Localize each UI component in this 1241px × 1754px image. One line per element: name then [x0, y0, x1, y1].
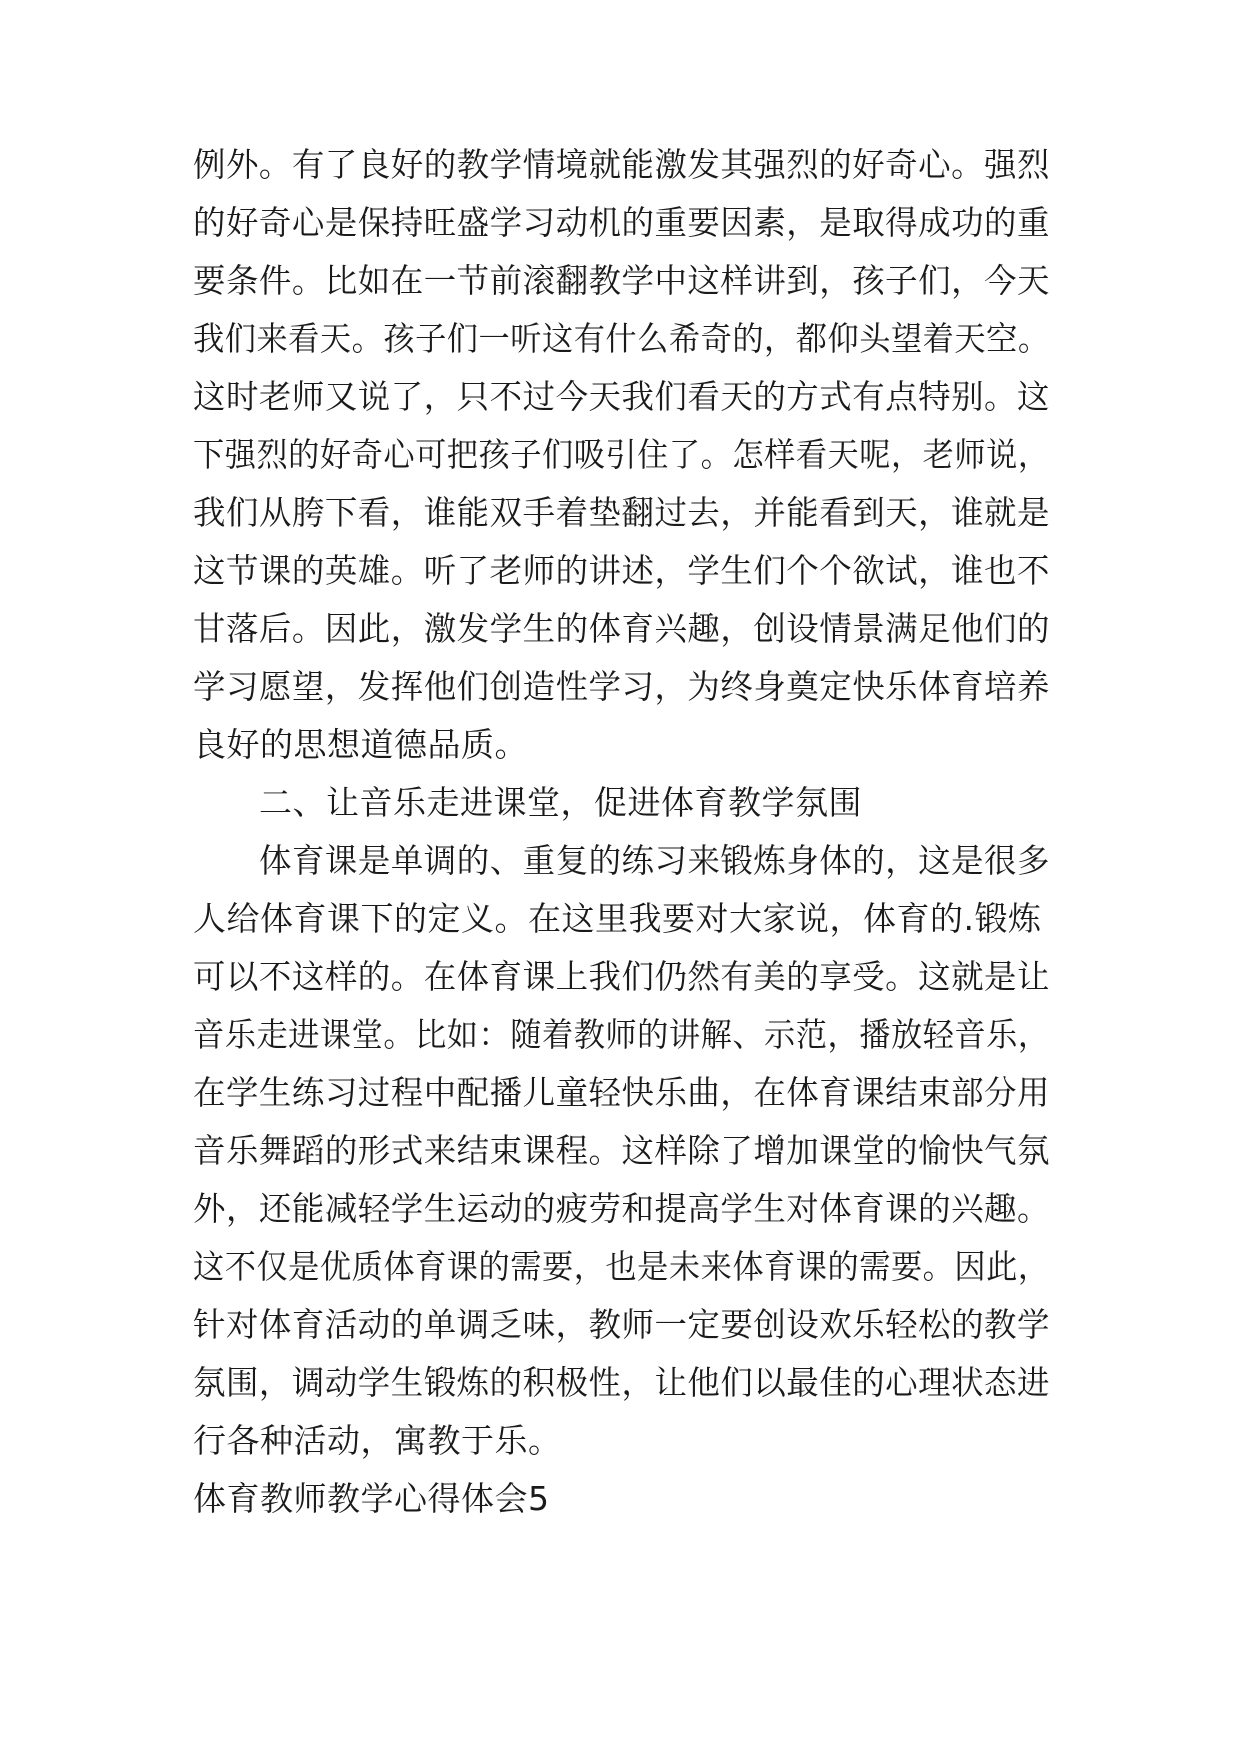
paragraph-line: 这时老师又说了，只不过今天我们看天的方式有点特别。这: [193, 377, 1050, 416]
paragraph-line: 良好的思想道德品质。: [193, 725, 528, 764]
paragraph-line: 的好奇心是保持旺盛学习动机的重要因素，是取得成功的重: [193, 203, 1050, 242]
paragraph-line: 要条件。比如在一节前滚翻教学中这样讲到，孩子们，今天: [193, 261, 1050, 300]
paragraph-line: 音乐舞蹈的形式来结束课程。这样除了增加课堂的愉快气氛: [193, 1131, 1050, 1170]
section-title: 体育教师教学心得体会5: [193, 1479, 550, 1518]
paragraph-line: 在学生练习过程中配播儿童轻快乐曲，在体育课结束部分用: [193, 1073, 1050, 1112]
section-heading: 二、让音乐走进课堂，促进体育教学氛围: [259, 783, 862, 822]
paragraph-line: 外，还能减轻学生运动的疲劳和提高学生对体育课的兴趣。: [193, 1189, 1050, 1228]
paragraph-line: 下强烈的好奇心可把孩子们吸引住了。怎样看天呢，老师说，: [193, 435, 1050, 474]
paragraph-line: 人给体育课下的定义。在这里我要对大家说，体育的.锻炼: [193, 899, 1042, 938]
paragraph-line: 针对体育活动的单调乏味，教师一定要创设欢乐轻松的教学: [193, 1305, 1050, 1344]
paragraph-line: 学习愿望，发挥他们创造性学习，为终身奠定快乐体育培养: [193, 667, 1050, 706]
paragraph-line: 例外。有了良好的教学情境就能激发其强烈的好奇心。强烈: [193, 145, 1050, 184]
paragraph-line: 我们从胯下看，谁能双手着垫翻过去，并能看到天，谁就是: [193, 493, 1050, 532]
paragraph-line: 甘落后。因此，激发学生的体育兴趣，创设情景满足他们的: [193, 609, 1050, 648]
paragraph-line: 这节课的英雄。听了老师的讲述，学生们个个欲试，谁也不: [193, 551, 1050, 590]
paragraph-line: 这不仅是优质体育课的需要，也是未来体育课的需要。因此，: [193, 1247, 1050, 1286]
paragraph-line: 可以不这样的。在体育课上我们仍然有美的享受。这就是让: [193, 957, 1050, 996]
paragraph-line: 氛围，调动学生锻炼的积极性，让他们以最佳的心理状态进: [193, 1363, 1050, 1402]
paragraph-line: 音乐走进课堂。比如：随着教师的讲解、示范，播放轻音乐，: [193, 1015, 1050, 1054]
paragraph-line: 我们来看天。孩子们一听这有什么希奇的，都仰头望着天空。: [193, 319, 1050, 358]
paragraph-line: 行各种活动，寓教于乐。: [193, 1421, 562, 1460]
paragraph-line: 体育课是单调的、重复的练习来锻炼身体的，这是很多: [259, 841, 1050, 880]
